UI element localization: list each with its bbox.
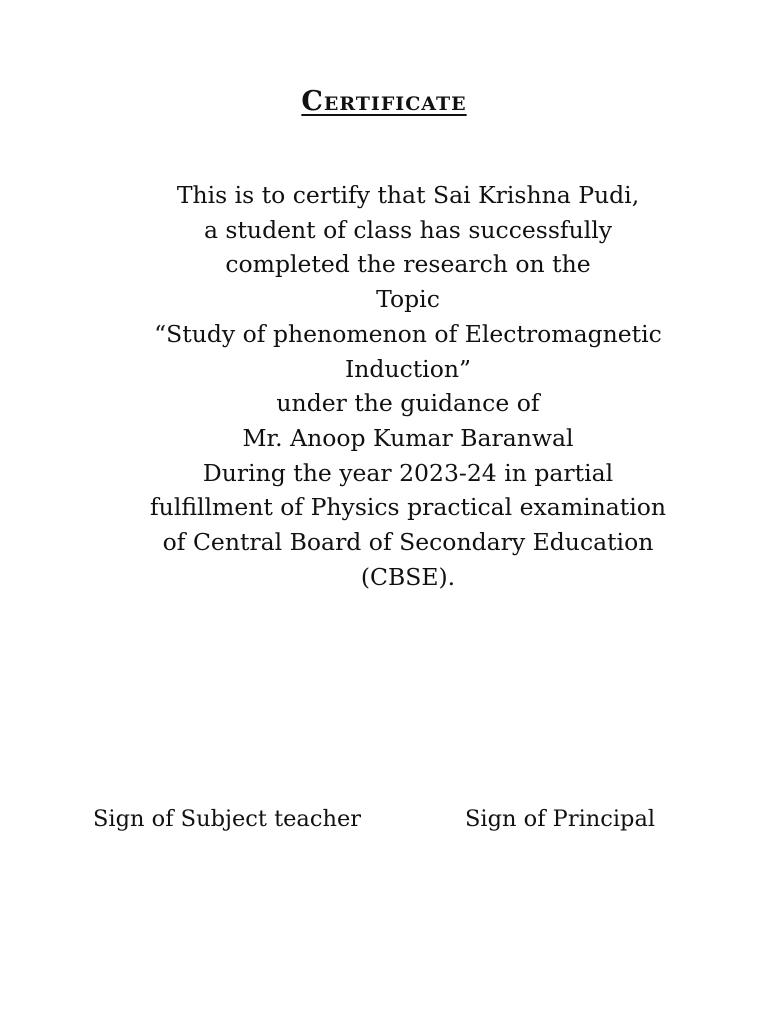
subject-teacher-signature-label: Sign of Subject teacher	[93, 806, 362, 832]
body-line: fulfillment of Physics practical examination	[149, 493, 667, 522]
certificate-body	[104, 178, 712, 594]
body-line: During the year 2023-24 in partial	[202, 458, 614, 487]
body-line: Topic	[376, 285, 440, 314]
body-line: a student of class has successfully	[203, 215, 613, 244]
certificate-title: Certificate	[301, 86, 467, 117]
body-line: (CBSE).	[360, 562, 456, 591]
body-line: of Central Board of Secondary Education	[162, 528, 654, 557]
body-line: This is to certify that Sai Krishna Pudi,	[176, 181, 640, 209]
body-line: completed the research on the	[225, 250, 591, 279]
body-line: under the guidance of	[276, 389, 540, 418]
body-line: Mr. Anoop Kumar Baranwal	[242, 423, 574, 452]
body-line: Induction”	[344, 354, 471, 383]
principal-signature-label: Sign of Principal	[465, 806, 656, 832]
body-line: “Study of phenomenon of Electromagnetic	[154, 319, 662, 348]
